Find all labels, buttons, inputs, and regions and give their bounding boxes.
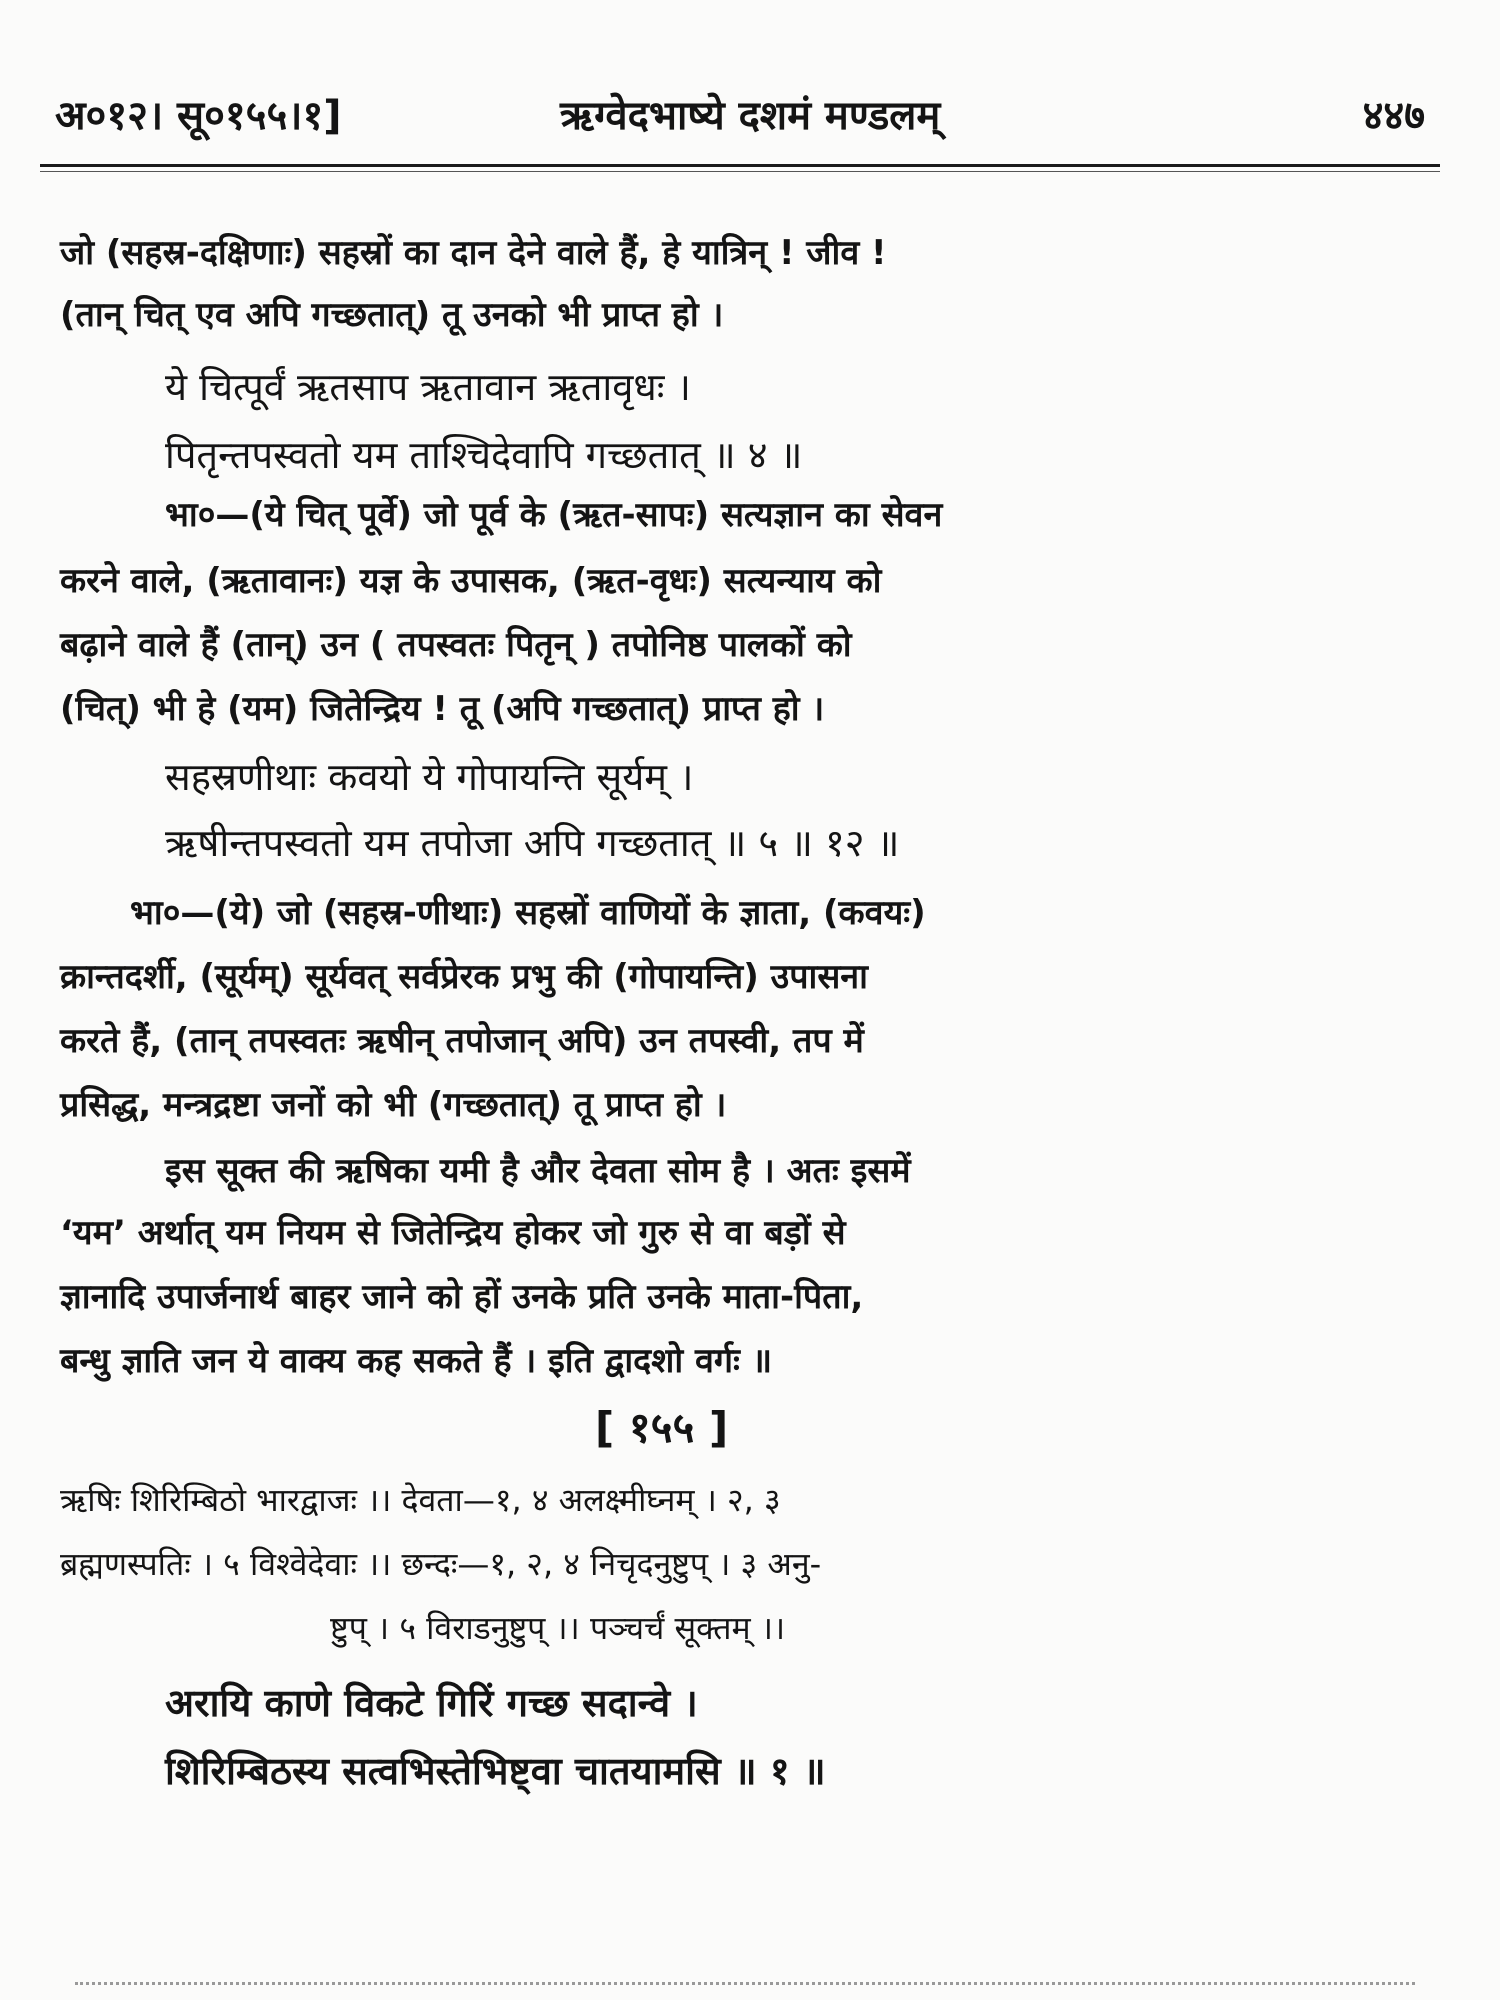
mantra-line: सहस्रणीथाः कवयो ये गोपायन्ति सूर्यम् । [165, 755, 694, 799]
text-line: भा०—(ये) जो (सहस्र-णीथाः) सहस्रों वाणियों के ज्ञाता, (कवयः) [130, 893, 926, 933]
text-line: प्रसिद्ध, मन्त्रद्रष्टा जनों को भी (गच्छतात्) तू प्राप्त हो । [60, 1085, 727, 1125]
page-number: ४४७ [1362, 93, 1425, 139]
text-line: भा०—(ये चित् पूर्वे) जो पूर्व के (ऋत-सापः) सत्यज्ञान का सेवन [165, 495, 943, 535]
text-line: बढ़ाने वाले हैं (तान्) उन ( तपस्वतः पितृन् ) तपोनिष्ठ पालकों को [60, 625, 852, 665]
header-title: ऋग्वेदभाष्ये दशमं मण्डलम् [560, 93, 941, 139]
mantra-line: शिरिम्बिठस्य सत्वभिस्तेभिष्ट्वा चातयामसि ॥ १ ॥ [165, 1748, 826, 1793]
bottom-edge-dots [75, 1982, 1415, 1985]
mantra-line: पितृन्तपस्वतो यम ताश्चिदेवापि गच्छतात् ॥ ४ ॥ [165, 433, 803, 477]
text-line: क्रान्तदर्शी, (सूर्यम्) सूर्यवत् सर्वप्रेरक प्रभु की (गोपायन्ति) उपासना [60, 957, 868, 997]
text-line: ज्ञानादि उपार्जनार्थ बाहर जाने को हों उनके प्रति उनके माता-पिता, [60, 1277, 864, 1317]
header-rule-thin [40, 171, 1440, 172]
text-line: बन्धु ज्ञाति जन ये वाक्य कह सकते हैं । इति द्वादशो वर्गः ॥ [60, 1341, 773, 1381]
header-rule [40, 164, 1440, 167]
text-line: करने वाले, (ऋतावानः) यज्ञ के उपासक, (ऋत-वृधः) सत्यन्याय को [60, 561, 882, 601]
header-reference: अ०१२। सू०१५५।१] [55, 93, 342, 139]
sukta-number: [ १५५ ] [595, 1403, 729, 1452]
meta-line: ऋषिः शिरिम्बिठो भारद्वाजः ।। देवता—१, ४ अलक्ष्मीघ्नम् । २, ३ [60, 1481, 781, 1519]
mantra-line: ये चित्पूर्वं ऋतसाप ऋतावान ऋतावृधः । [165, 365, 691, 409]
text-line: करते हैं, (तान् तपस्वतः ऋषीन् तपोजान् अपि) उन तपस्वी, तप में [60, 1021, 864, 1061]
text-line: इस सूक्त की ऋषिका यमी है और देवता सोम है । अतः इसमें [165, 1151, 911, 1191]
running-head [55, 86, 1425, 146]
meta-line: ष्टुप् । ५ विराडनुष्टुप् ।। पञ्चर्चं सूक्तम् ।। [330, 1609, 786, 1647]
mantra-line: अरायि काणे विकटे गिरिं गच्छ सदान्वे । [165, 1680, 698, 1725]
text-line: (चित्) भी हे (यम) जितेन्द्रिय ! तू (अपि गच्छतात्) प्राप्त हो । [60, 689, 825, 729]
meta-line: ब्रह्मणस्पतिः । ५ विश्वेदेवाः ।। छन्दः—१, २, ४ निचृदनुष्टुप् । ३ अनु- [60, 1545, 822, 1583]
text-line: (तान् चित् एव अपि गच्छतात्) तू उनको भी प्राप्त हो । [60, 295, 724, 335]
text-line: ‘यम’ अर्थात् यम नियम से जितेन्द्रिय होकर जो गुरु से वा बड़ों से [60, 1213, 846, 1253]
mantra-line: ऋषीन्तपस्वतो यम तपोजा अपि गच्छतात् ॥ ५ ॥ १२ ॥ [165, 821, 900, 865]
text-line: जो (सहस्र-दक्षिणाः) सहस्रों का दान देने वाले हैं, हे यात्रिन् ! जीव ! [60, 233, 887, 273]
